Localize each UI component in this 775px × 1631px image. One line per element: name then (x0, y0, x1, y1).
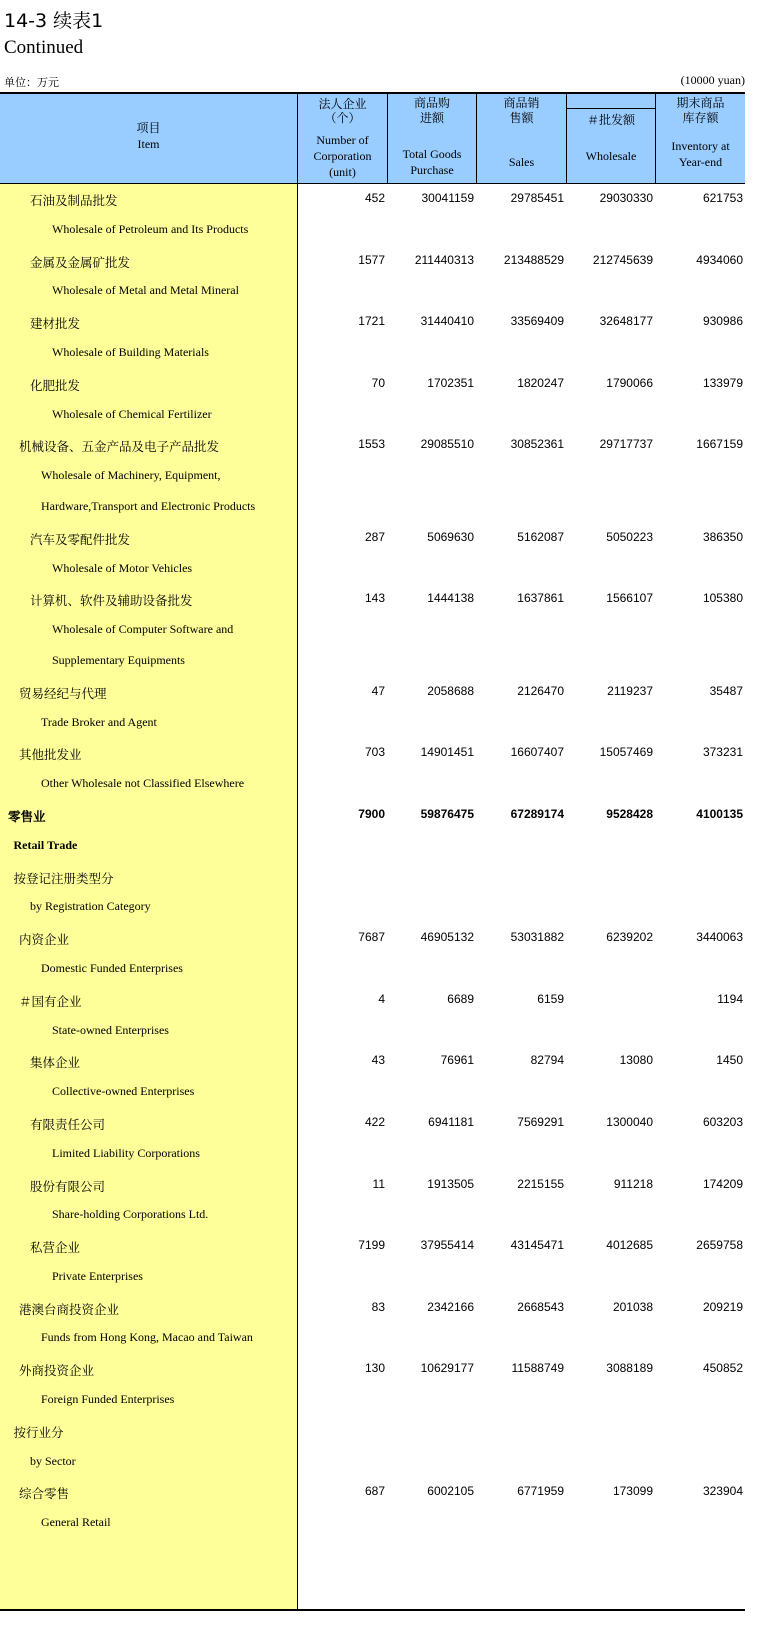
inventory-value: 621753 (702, 191, 743, 205)
purchase-value: 6689 (447, 991, 474, 1006)
corporation-count: 687 (364, 1484, 385, 1499)
corporation-count: 130 (364, 1361, 385, 1376)
row-label: 股份有限公司 (30, 1178, 106, 1194)
row-label: Other Wholesale not Classified Elsewhere (41, 776, 245, 791)
sales-value: 16607407 (510, 745, 564, 760)
purchase-value: 10629177 (420, 1361, 474, 1376)
wholesale-value: 13080 (619, 1053, 653, 1068)
row-label: 金属及金属矿批发 (30, 254, 131, 270)
table-row (0, 492, 745, 523)
header-inventory-en: Inventory at Year-end (671, 139, 730, 169)
purchase-value: 59876475 (420, 806, 474, 821)
row-label: 其他批发业 (19, 747, 82, 763)
purchase-value: 6941181 (428, 1114, 474, 1129)
sales-value: 82794 (530, 1053, 564, 1068)
wholesale-value: 2119237 (607, 683, 653, 698)
table-row (0, 584, 745, 615)
sales-value: 30852361 (510, 437, 564, 452)
wholesale-value: 15057469 (599, 745, 653, 760)
table-row (0, 985, 745, 1016)
table-row (0, 615, 745, 646)
corporation-count: 1553 (358, 437, 385, 452)
table-row (0, 1262, 745, 1293)
purchase-value: 2342166 (427, 1299, 474, 1314)
table-row (0, 1231, 745, 1262)
purchase-value: 14901451 (420, 745, 474, 760)
row-label: Wholesale of Computer Software and (52, 622, 234, 637)
corporation-count: 422 (364, 1114, 385, 1129)
table-row (0, 461, 745, 492)
corporation-count: 1577 (358, 252, 385, 267)
header-purchase-cn: 商品购进额 (413, 96, 450, 125)
corporation-count: 7199 (358, 1238, 385, 1253)
row-label: Private Enterprises (52, 1268, 143, 1283)
row-label: Funds from Hong Kong, Macao and Taiwan (41, 1330, 253, 1345)
wholesale-value: 911218 (613, 1176, 653, 1191)
row-label: 外商投资企业 (19, 1363, 95, 1379)
sales-value: 1637861 (517, 591, 564, 606)
table-row (0, 369, 745, 400)
row-label: Supplementary Equipments (52, 652, 185, 667)
row-label: Wholesale of Motor Vehicles (52, 560, 193, 575)
table-title: 14-3 续表1 (4, 10, 104, 32)
corporation-count: 7687 (358, 930, 385, 945)
row-label: 按行业分 (13, 1424, 64, 1440)
inventory-value: 133979 (702, 375, 743, 390)
sales-value: 29785451 (510, 191, 564, 205)
table-row (0, 677, 745, 708)
table-row (0, 215, 745, 246)
statistics-table (0, 92, 745, 1611)
corporation-count: 70 (371, 375, 385, 390)
corporation-count: 43 (371, 1053, 385, 1068)
row-label: 按登记注册类型分 (13, 870, 114, 886)
row-label: Retail Trade (13, 837, 78, 852)
purchase-value: 6002105 (427, 1484, 474, 1499)
row-label: 私营企业 (30, 1240, 81, 1256)
table-row (0, 1108, 745, 1139)
purchase-value: 1444138 (427, 591, 474, 606)
row-label: 综合零售 (19, 1486, 70, 1502)
table-row (0, 708, 745, 739)
wholesale-value: 201038 (612, 1299, 653, 1314)
table-row (0, 400, 745, 431)
inventory-value: 323904 (702, 1484, 743, 1499)
header-item-cn: 项目 (136, 121, 161, 135)
sales-value: 53031882 (510, 930, 564, 945)
inventory-value: 1667159 (696, 437, 743, 452)
wholesale-value: 1300040 (606, 1114, 653, 1129)
header-corporation-cn: 法人企业 (318, 97, 367, 111)
wholesale-value: 173099 (612, 1484, 653, 1499)
table-row (0, 831, 745, 862)
row-label: Domestic Funded Enterprises (41, 960, 183, 975)
header-sales-en: Sales (508, 155, 535, 169)
table-row (0, 1508, 745, 1539)
inventory-value: 930986 (702, 314, 743, 329)
table-row (0, 1170, 745, 1201)
inventory-value: 4934060 (696, 252, 743, 267)
table-row (0, 1416, 745, 1447)
row-label: by Registration Category (30, 899, 151, 914)
wholesale-value: 1566107 (606, 591, 653, 606)
row-label: Trade Broker and Agent (41, 714, 157, 729)
header-corporation (298, 96, 387, 180)
corporation-count: 703 (364, 745, 385, 760)
wholesale-value: 9528428 (606, 806, 653, 821)
row-label: 港澳台商投资企业 (19, 1301, 120, 1317)
header-corporation-cn-unit: （个） (324, 111, 361, 125)
sales-value: 7569291 (517, 1114, 564, 1129)
purchase-value: 211440313 (414, 252, 474, 267)
table-row (0, 246, 745, 277)
header-purchase-en: Total Goods Purchase (402, 147, 462, 177)
table-row (0, 923, 745, 954)
sales-value: 6771959 (517, 1484, 564, 1499)
table-bottom-rule (0, 1609, 745, 1611)
inventory-value: 450852 (702, 1361, 743, 1376)
corporation-count: 47 (371, 683, 385, 698)
wholesale-value: 32648177 (599, 314, 653, 329)
inventory-value: 35487 (709, 683, 743, 698)
wholesale-value: 5050223 (606, 529, 653, 544)
header-corporation-en: Number of Corporation (unit) (313, 133, 372, 179)
inventory-value: 4100135 (696, 806, 743, 821)
sales-value: 11588749 (511, 1361, 564, 1376)
sales-value: 67289174 (510, 806, 564, 821)
table-row (0, 1046, 745, 1077)
purchase-value: 5069630 (427, 529, 474, 544)
table-row (0, 1200, 745, 1231)
header-wholesale-en: Wholesale (585, 149, 637, 163)
inventory-value: 1194 (717, 991, 743, 1006)
row-label: 有限责任公司 (30, 1116, 106, 1132)
row-label: 化肥批发 (30, 377, 81, 393)
wholesale-value: 1790066 (606, 375, 653, 390)
corporation-count: 7900 (358, 806, 385, 821)
inventory-value: 373231 (702, 745, 743, 760)
sales-value: 5162087 (517, 529, 564, 544)
row-label: State-owned Enterprises (52, 1022, 169, 1037)
table-row (0, 1293, 745, 1324)
corporation-count: 1721 (358, 314, 385, 329)
table-row (0, 1139, 745, 1170)
table-row (0, 1354, 745, 1385)
table-row (0, 862, 745, 893)
row-label: Wholesale of Building Materials (52, 344, 209, 359)
row-label: 贸易经纪与代理 (19, 685, 107, 701)
corporation-count: 287 (364, 529, 385, 544)
purchase-value: 46905132 (420, 930, 474, 945)
corporation-count: 4 (378, 991, 385, 1006)
header-item (0, 120, 297, 152)
wholesale-value: 6239202 (606, 930, 653, 945)
purchase-value: 37955414 (420, 1238, 474, 1253)
inventory-value: 1450 (716, 1053, 743, 1068)
sales-value: 33569409 (510, 314, 564, 329)
corporation-count: 452 (364, 191, 385, 205)
row-label: 汽车及零配件批发 (30, 531, 131, 547)
inventory-value: 3440063 (696, 930, 743, 945)
wholesale-value: 29717737 (599, 437, 653, 452)
inventory-value: 209219 (702, 1299, 743, 1314)
table-row (0, 1385, 745, 1416)
table-row (0, 1077, 745, 1108)
header-item-en: Item (137, 137, 160, 151)
wholesale-value: 3088189 (606, 1361, 653, 1376)
purchase-value: 1702351 (427, 375, 474, 390)
row-label: Foreign Funded Enterprises (41, 1392, 175, 1407)
sales-value: 43145471 (510, 1238, 564, 1253)
row-label: 集体企业 (30, 1055, 81, 1071)
header-sales-cn: 商品销售额 (503, 96, 540, 125)
sales-value: 2215155 (517, 1176, 564, 1191)
inventory-value: 105380 (702, 591, 743, 606)
table-row (0, 738, 745, 769)
table-row (0, 554, 745, 585)
table-row (0, 954, 745, 985)
wholesale-value: 29030330 (599, 191, 653, 205)
table-row (0, 276, 745, 307)
row-label: Wholesale of Petroleum and Its Products (52, 221, 249, 236)
table-row (0, 1016, 745, 1047)
table-row (0, 1477, 745, 1508)
row-label: 建材批发 (30, 316, 81, 332)
header-inventory-cn: 期末商品库存额 (676, 96, 725, 125)
header-inventory (656, 96, 745, 170)
table-subtitle: Continued (4, 37, 84, 58)
corporation-count: 11 (372, 1176, 385, 1191)
table-row (0, 769, 745, 800)
row-label: 零售业 (8, 808, 46, 824)
purchase-value: 31440410 (420, 314, 474, 329)
row-label: Wholesale of Chemical Fertilizer (52, 406, 212, 421)
table-row (0, 430, 745, 461)
table-body (0, 184, 745, 1539)
row-label: Wholesale of Machinery, Equipment, (41, 468, 221, 483)
corporation-count: 143 (364, 591, 385, 606)
header-wholesale (567, 112, 655, 164)
table-row (0, 1323, 745, 1354)
purchase-value: 1913505 (427, 1176, 474, 1191)
table-row (0, 892, 745, 923)
sales-value: 2668543 (517, 1299, 564, 1314)
corporation-count: 83 (371, 1299, 385, 1314)
purchase-value: 30041159 (421, 191, 474, 205)
inventory-value: 174209 (702, 1176, 743, 1191)
inventory-value: 2659758 (696, 1238, 743, 1253)
row-label: Limited Liability Corporations (52, 1145, 200, 1160)
row-label: ＃国有企业 (19, 993, 82, 1009)
table-row (0, 523, 745, 554)
row-label: 计算机、软件及辅助设备批发 (30, 593, 193, 609)
row-label: Hardware,Transport and Electronic Products (41, 498, 256, 513)
row-label: 内资企业 (19, 932, 70, 948)
sales-value: 1820247 (517, 375, 564, 390)
purchase-value: 2058688 (427, 683, 474, 698)
unit-label-en: (10000 yuan) (680, 73, 745, 87)
header-sales (477, 96, 566, 170)
header-wholesale-cn: ＃批发额 (586, 113, 635, 127)
table-row (0, 1447, 745, 1478)
row-label: 机械设备、五金产品及电子产品批发 (19, 439, 220, 455)
unit-label-cn: 单位：万元 (4, 76, 59, 89)
table-row (0, 800, 745, 831)
wholesale-sub-rule (566, 108, 655, 109)
table-row (0, 184, 745, 215)
row-label: Share-holding Corporations Ltd. (52, 1207, 209, 1222)
wholesale-value: 4012685 (606, 1238, 653, 1253)
header-purchase (388, 96, 476, 178)
row-label: Wholesale of Metal and Metal Mineral (52, 283, 239, 298)
table-row (0, 646, 745, 677)
sales-value: 6159 (537, 991, 564, 1006)
table-row (0, 307, 745, 338)
row-label: 石油及制品批发 (30, 193, 118, 208)
inventory-value: 386350 (702, 529, 743, 544)
row-label: Collective-owned Enterprises (52, 1084, 195, 1099)
sales-value: 213488529 (503, 252, 564, 267)
row-label: General Retail (41, 1515, 111, 1530)
purchase-value: 76961 (440, 1053, 474, 1068)
purchase-value: 29085510 (420, 437, 474, 452)
inventory-value: 603203 (702, 1114, 743, 1129)
table-row (0, 338, 745, 369)
row-label: by Sector (30, 1453, 76, 1468)
sales-value: 2126470 (517, 683, 564, 698)
wholesale-value: 212745639 (592, 252, 653, 267)
